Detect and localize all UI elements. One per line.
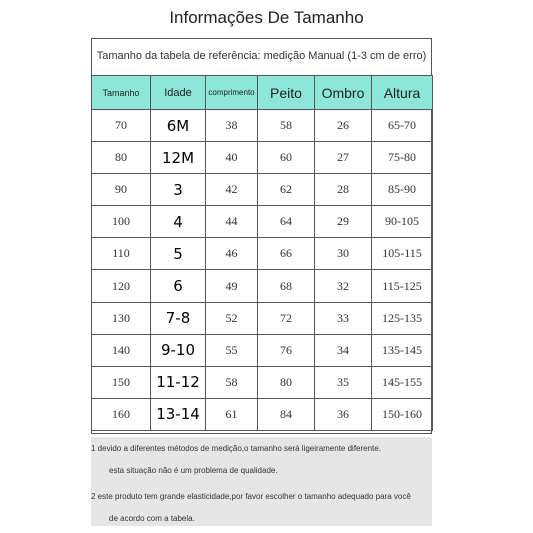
cell-peito: 64 [258,206,315,238]
note-line-3: 2 este produto tem grande elasticidade,por favor escolher o tamanho adequado para você [91,492,411,501]
cell-peito: 80 [258,366,315,398]
cell-tamanho: 90 [92,174,151,206]
cell-ombro: 36 [315,398,372,430]
cell-altura: 85-90 [372,174,433,206]
cell-tamanho: 70 [92,110,151,142]
cell-tamanho: 120 [92,270,151,302]
cell-comprimento: 46 [206,238,258,270]
reference-caption: Tamanho da tabela de referência: medição Manual (1-3 cm de erro) [96,50,427,62]
cell-idade: 6M [151,110,206,142]
cell-idade: 6 [151,270,206,302]
cell-peito: 62 [258,174,315,206]
cell-idade: 3 [151,174,206,206]
cell-altura: 90-105 [372,206,433,238]
cell-comprimento: 38 [206,110,258,142]
header-comprimento: comprimento [206,76,258,110]
cell-idade: 7-8 [151,302,206,334]
cell-peito: 60 [258,142,315,174]
cell-tamanho: 140 [92,334,151,366]
cell-altura: 135-145 [372,334,433,366]
cell-altura: 105-115 [372,238,433,270]
cell-ombro: 34 [315,334,372,366]
cell-ombro: 35 [315,366,372,398]
cell-altura: 150-160 [372,398,433,430]
table-row [92,366,433,398]
cell-comprimento: 55 [206,334,258,366]
size-table [91,75,433,431]
header-idade: Idade [151,76,206,110]
notes-box [91,437,432,526]
cell-tamanho: 100 [92,206,151,238]
cell-idade: 12M [151,142,206,174]
table-row [92,270,433,302]
note-line-2: esta situação não é um problema de qualidade. [109,466,278,475]
cell-comprimento: 44 [206,206,258,238]
cell-peito: 72 [258,302,315,334]
cell-peito: 58 [258,110,315,142]
cell-comprimento: 49 [206,270,258,302]
cell-peito: 66 [258,238,315,270]
header-peito: Peito [258,76,315,110]
cell-altura: 65-70 [372,110,433,142]
header-row [92,76,433,110]
note-line-4: de acordo com a tabela. [109,514,195,523]
cell-altura: 75-80 [372,142,433,174]
cell-comprimento: 52 [206,302,258,334]
cell-altura: 115-125 [372,270,433,302]
cell-ombro: 33 [315,302,372,334]
cell-peito: 76 [258,334,315,366]
cell-peito: 84 [258,398,315,430]
cell-ombro: 29 [315,206,372,238]
cell-peito: 68 [258,270,315,302]
page-title: Informações De Tamanho [169,8,364,27]
header-altura: Altura [372,76,433,110]
table-row [92,238,433,270]
cell-ombro: 27 [315,142,372,174]
cell-idade: 9-10 [151,334,206,366]
cell-comprimento: 58 [206,366,258,398]
table-row [92,206,433,238]
cell-tamanho: 130 [92,302,151,334]
cell-idade: 5 [151,238,206,270]
cell-ombro: 30 [315,238,372,270]
table-row [92,174,433,206]
note-line-1: 1 devido a diferentes métodos de medição,o tamanho será ligeiramente diferente. [91,444,381,453]
header-ombro: Ombro [315,76,372,110]
cell-tamanho: 150 [92,366,151,398]
cell-idade: 13-14 [151,398,206,430]
table-row [92,302,433,334]
cell-altura: 125-135 [372,302,433,334]
cell-ombro: 26 [315,110,372,142]
table-row [92,398,433,430]
cell-idade: 11-12 [151,366,206,398]
table-row [92,110,433,142]
cell-comprimento: 42 [206,174,258,206]
cell-altura: 145-155 [372,366,433,398]
cell-comprimento: 61 [206,398,258,430]
cell-ombro: 28 [315,174,372,206]
cell-tamanho: 160 [92,398,151,430]
cell-tamanho: 80 [92,142,151,174]
cell-ombro: 32 [315,270,372,302]
cell-idade: 4 [151,206,206,238]
cell-comprimento: 40 [206,142,258,174]
cell-tamanho: 110 [92,238,151,270]
table-row [92,142,433,174]
header-tamanho: Tamanho [92,76,151,110]
table-row [92,334,433,366]
